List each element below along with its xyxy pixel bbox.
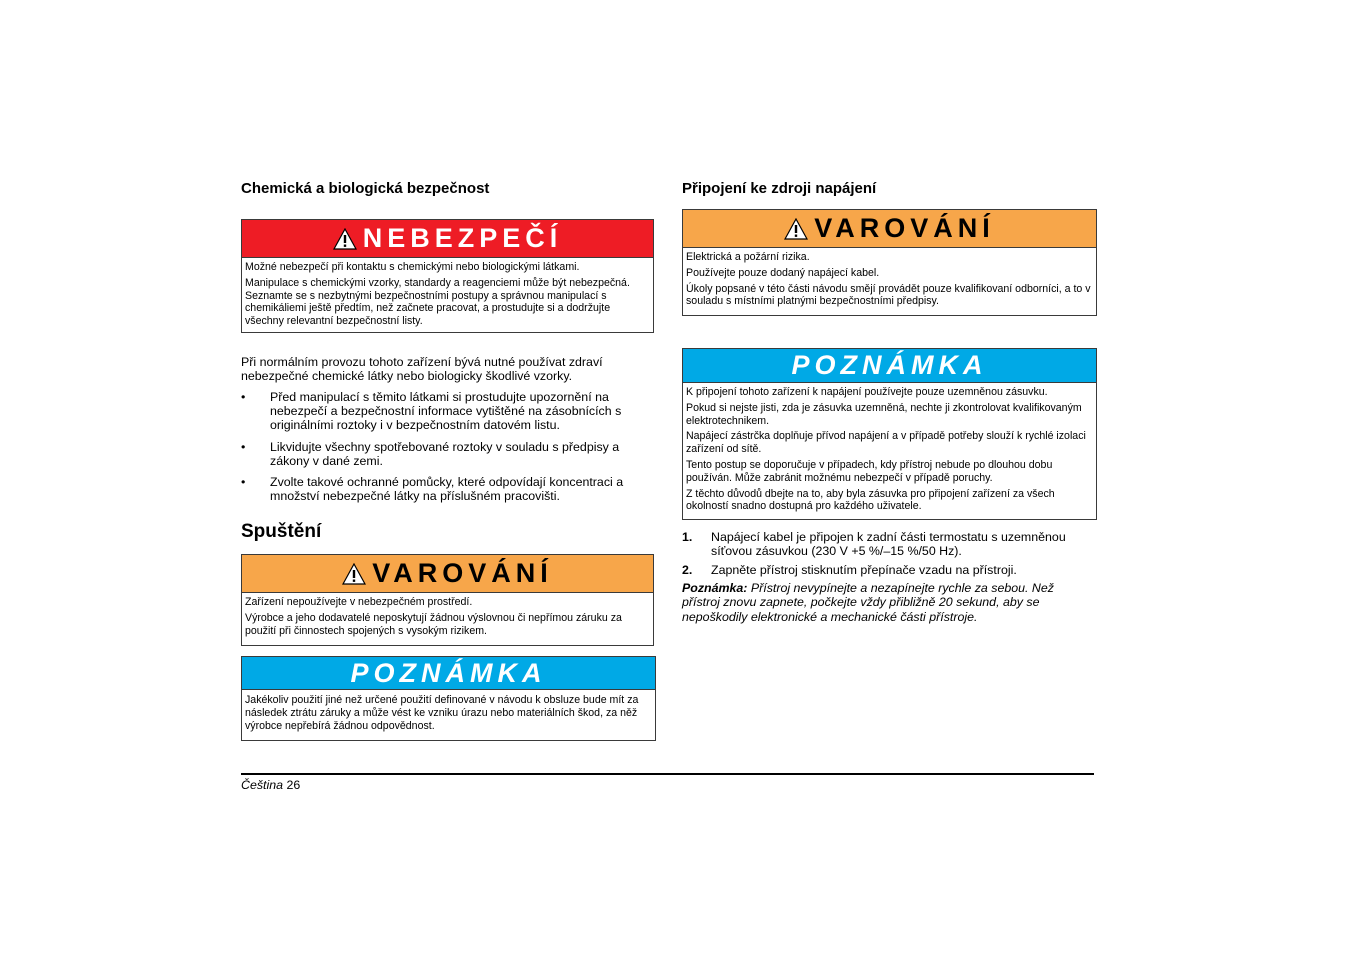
warning-header bbox=[242, 555, 653, 593]
warning-triangle-icon bbox=[342, 563, 366, 585]
note-body bbox=[683, 383, 1096, 519]
power-note-paragraph bbox=[682, 581, 1082, 624]
warning-body bbox=[242, 593, 653, 645]
warning-body bbox=[683, 248, 1096, 315]
note-title: POZNÁMKA bbox=[791, 350, 988, 380]
warning-title: VAROVÁNÍ bbox=[372, 558, 553, 588]
footer-language: Čeština bbox=[241, 778, 284, 792]
note-text: Přístroj nevypínejte a nezapínejte rychle za sebou. Než přístroj znovu zapnete, počkejte vždy přibližně 20 sekund, aby se nepoškodily elektronické a mechanické části přístroje. bbox=[682, 581, 1054, 624]
chem-safety-heading: Chemická a biologická bezpečnost bbox=[241, 180, 490, 197]
danger-line: Seznamte se s nezbytnými bezpečnostními postupy a správnou manipulací s chemikáliemi ještě předtím, než začnete pracovat, a prostudujte si a dodržujte všechny relevantní bezpečnostní listy. bbox=[245, 289, 611, 328]
note-line: Jakékoliv použití jiné než určené použití definované v návodu k obsluze bude mít za následek ztrátu záruky a může vést ke vzniku úrazu nebo materiálních škod, za něž výrobce nepřebírá žádnou odpovědnost. bbox=[245, 694, 639, 732]
warning-header bbox=[683, 210, 1096, 248]
note-line: Napájecí zástrčka doplňuje přívod napájení a v případě potřeby slouží k rychlé izolaci zařízení od sítě. bbox=[686, 430, 1086, 456]
warning-line: Výrobce a jeho dodavatelé neposkytují žádnou výslovnou či nepřímou záruku za použití při činnostech spojených s vysokým rizikem. bbox=[245, 611, 622, 637]
warning-triangle-icon bbox=[333, 228, 357, 250]
warning-box-power bbox=[682, 209, 1097, 316]
page-footer bbox=[241, 778, 300, 792]
note-box-startup bbox=[241, 656, 656, 741]
danger-header bbox=[242, 220, 653, 258]
danger-line: Manipulace s chemickými vzorky, standardy a reagenciemi může být nebezpečná. bbox=[245, 276, 630, 289]
footer-rule bbox=[241, 773, 1094, 775]
note-line: Z těchto důvodů dbejte na to, aby byla zásuvka pro připojení zařízení za všech okolností snadno dostupná pro každého uživatele. bbox=[686, 487, 1055, 513]
list-item: • Zvolte takové ochranné pomůcky, které odpovídají koncentraci a množství nebezpečné látky na příslušném pracovišti. bbox=[241, 475, 624, 504]
note-body bbox=[242, 690, 655, 740]
list-item: • Před manipulací s těmito látkami si prostudujte upozornění na nebezpečí a bezpečnostní informace vytištěné na zásobnících s originálními roztoky i v bezpečnostním datovém listu. bbox=[241, 390, 622, 433]
note-label: Poznámka: bbox=[682, 581, 748, 595]
note-header bbox=[242, 657, 655, 690]
warning-line: Používejte pouze dodaný napájecí kabel. bbox=[686, 266, 880, 279]
list-item: • Likvidujte všechny spotřebované roztoky v souladu s předpisy a zákony v dané zemi. bbox=[241, 439, 620, 468]
danger-title: NEBEZPEČÍ bbox=[362, 223, 563, 253]
note-title: POZNÁMKA bbox=[350, 657, 547, 688]
danger-line: Možné nebezpečí při kontaktu s chemickými nebo biologickými látkami. bbox=[245, 261, 580, 273]
list-item: 1. Napájecí kabel je připojen k zadní části termostatu s uzemněnou síťovou zásuvkou (230 V +5 %/–15 %/50 Hz). bbox=[682, 530, 1066, 559]
startup-heading: Spuštění bbox=[241, 521, 322, 542]
chem-intro-paragraph: Při normálním provozu tohoto zařízení bývá nutné používat zdraví nebezpečné chemické látky nebo biologicky škodlivé vzorky. bbox=[241, 355, 603, 384]
page-number: 26 bbox=[286, 778, 301, 792]
warning-title: VAROVÁNÍ bbox=[814, 213, 995, 243]
warning-line: Zařízení nepoužívejte v nebezpečném prostředí. bbox=[245, 596, 473, 608]
note-line: Pokud si nejste jisti, zda je zásuvka uzemněná, nechte ji zkontrolovat kvalifikovaným elektrotechnikem. bbox=[686, 401, 1082, 427]
danger-box bbox=[241, 219, 654, 333]
warning-line: Úkoly popsané v této části návodu smějí provádět pouze kvalifikovaní odborníci, a to v souladu s místními platnými bezpečnostními předpisy. bbox=[686, 282, 1091, 308]
note-header bbox=[683, 349, 1096, 383]
chem-bullet-list bbox=[241, 390, 646, 510]
warning-line: Elektrická a požární rizika. bbox=[686, 251, 810, 263]
note-line: K připojení tohoto zařízení k napájení používejte pouze uzemněnou zásuvku. bbox=[686, 386, 1048, 398]
note-box-power bbox=[682, 348, 1097, 520]
danger-body bbox=[242, 258, 653, 332]
warning-triangle-icon bbox=[784, 218, 808, 240]
list-item: 2. Zapněte přístroj stisknutím přepínače vzadu na přístroji. bbox=[682, 563, 1017, 578]
note-line: Tento postup se doporučuje v případech, kdy přístroj nebude po dlouhou dobu používán. Může zabránit možnému nebezpečí v případě poruchy. bbox=[686, 458, 1053, 484]
warning-box-startup bbox=[241, 554, 654, 646]
power-connection-heading: Připojení ke zdroji napájení bbox=[682, 180, 877, 197]
power-steps-list bbox=[682, 530, 1082, 583]
